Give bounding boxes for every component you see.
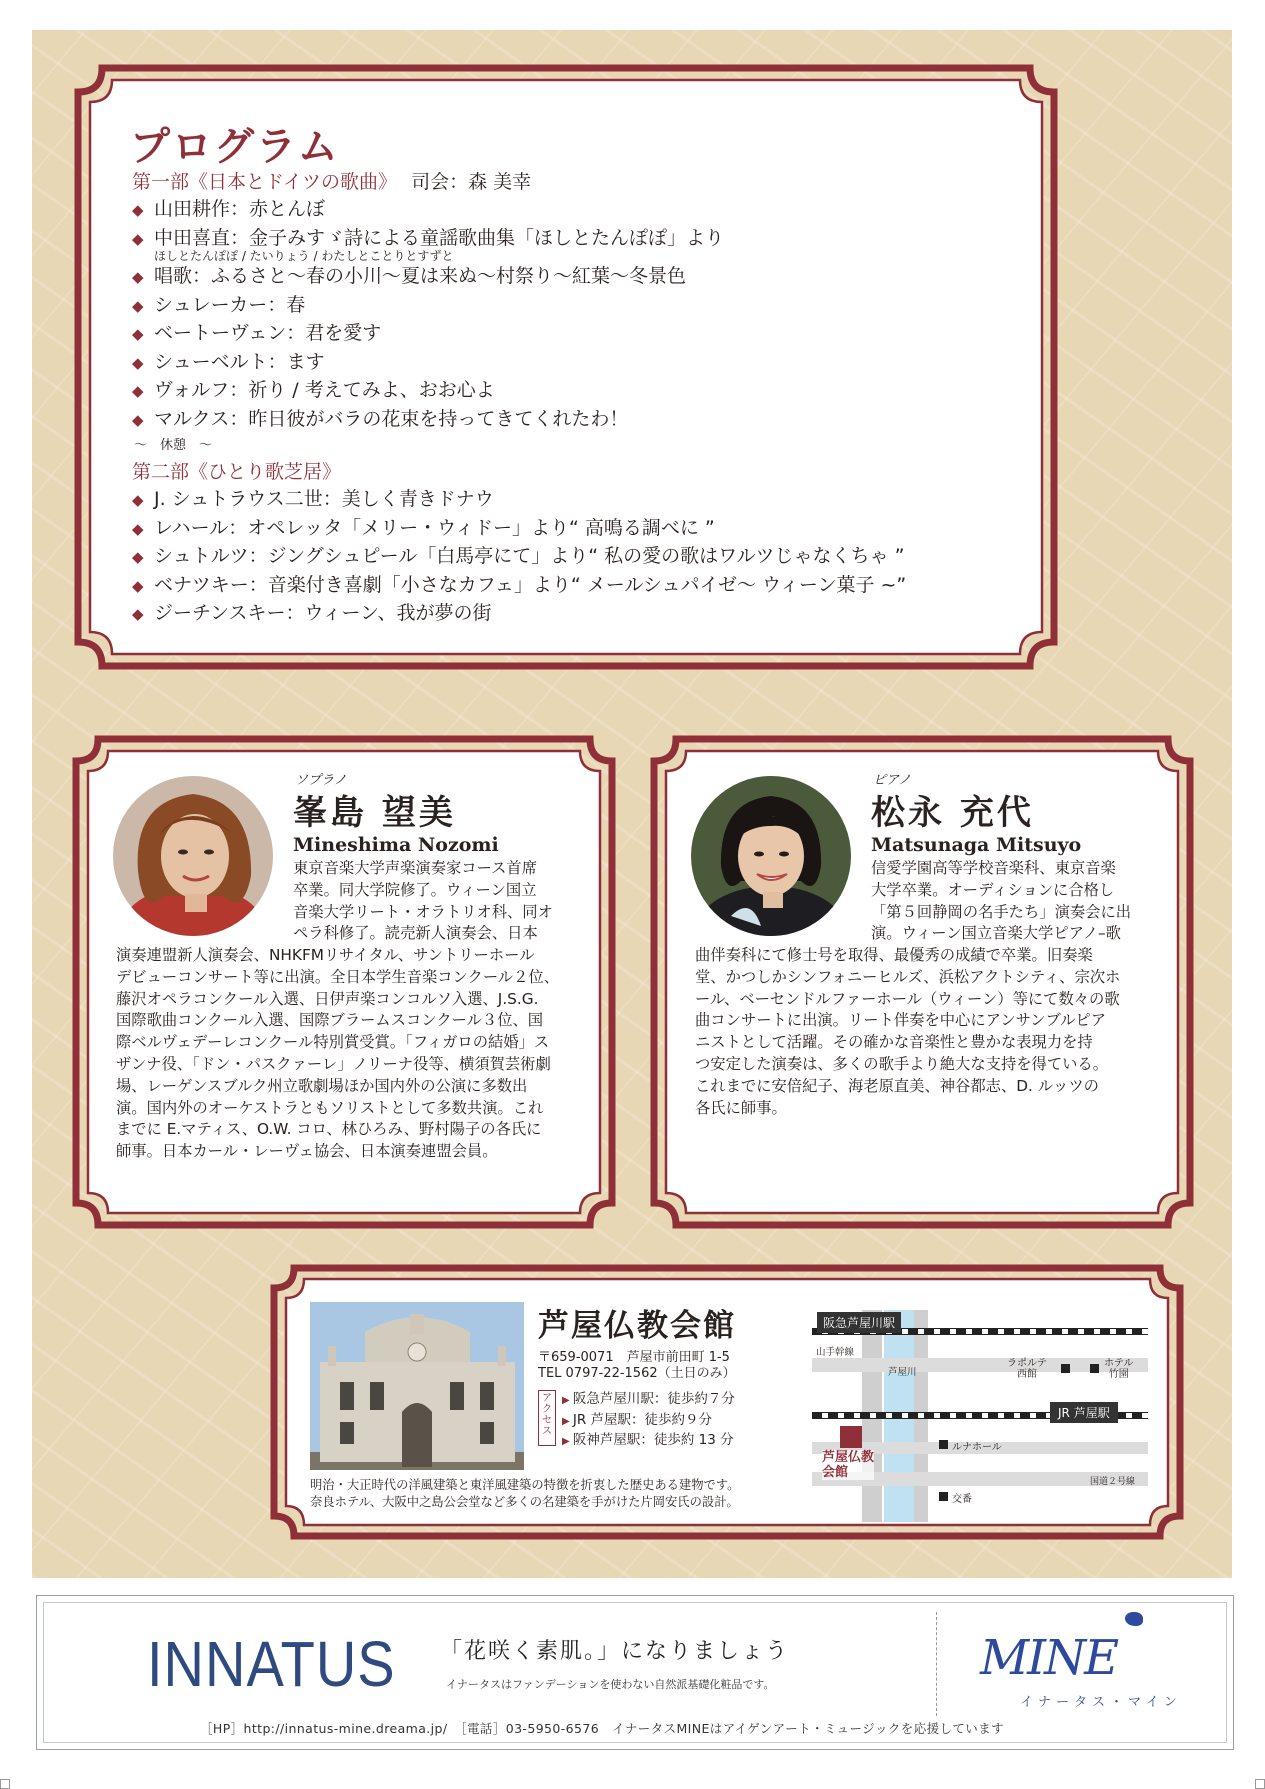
part1-heading: 第一部《日本とドイツの歌曲》 司会：森 美幸 <box>132 171 532 193</box>
mine-subtitle: イナータス・マイン <box>1020 1695 1182 1710</box>
program-list <box>132 168 1032 629</box>
piano-bio-rest: 曲伴奏科にて修士号を取得、最優秀の成績で卒業。旧奏楽 堂、かつしかシンフォニーヒルズ、浜松アクトシティ、宗次ホ ール、ベーセンドルファーホール（ウィーン）等にて数々の歌 曲コンサートに出演。リート伴奏を中心にアンサンブルピア ニストとして活躍。その確かな音楽性と豊かな表現力を持 つ安定した演奏は、多くの歌手より絶大な支持を得ている。 これまでに安倍紀子、海老原直美、神谷都志、D. ルッツの 各氏に師事。 <box>695 946 1121 1117</box>
access-item: ▶ 阪急芦屋川駅：徒歩約７分 <box>562 1391 735 1407</box>
map-square-icon <box>1090 1364 1099 1373</box>
diamond-icon: ◆ <box>132 576 144 595</box>
bird-icon <box>1125 1612 1143 1626</box>
intermission: ～ 休憩 ～ <box>134 438 213 453</box>
map-label: 交番 <box>952 1494 972 1505</box>
list-item: ◆ ジーチンスキー：ウィーン、我が夢の街 <box>132 600 1032 629</box>
list-item: ◆ 山田耕作：赤とんぼ <box>132 196 1032 225</box>
diamond-icon: ◆ <box>132 410 144 429</box>
list-item: ◆ ヴォルフ：祈り / 考えてみよ、おお心よ <box>132 377 1032 406</box>
diamond-icon: ◆ <box>132 605 144 623</box>
list-item: ◆ 唱歌：ふるさと～春の小川～夏は来ぬ～村祭り～紅葉～冬景色 <box>132 263 1032 292</box>
crop-mark <box>1255 1779 1265 1789</box>
diamond-icon: ◆ <box>132 491 144 509</box>
diamond-icon: ◆ <box>132 353 144 372</box>
mc-text: 司会：森 美幸 <box>411 171 532 193</box>
map-square-icon <box>1061 1364 1070 1373</box>
map-label: 芦屋川 <box>888 1367 917 1378</box>
map-label: 山手幹線 <box>816 1347 855 1358</box>
map-label: ルナホール <box>952 1442 1002 1453</box>
piano-photo <box>691 776 851 936</box>
ad-subtext: イナータスはファンデーションを使わない自然派基礎化粧品です。 <box>446 1678 775 1691</box>
map-label: ホテル 竹園 <box>1104 1358 1134 1380</box>
mine-logo: MINE <box>980 1630 1118 1686</box>
diamond-icon: ◆ <box>132 548 144 566</box>
ad-catchphrase: 「花咲く素肌。」になりましょう <box>440 1639 790 1664</box>
diamond-icon: ◆ <box>132 268 144 286</box>
diamond-icon: ◆ <box>132 229 144 248</box>
list-item: ◆ シュトルツ：ジングシュピール「白馬亭にて」より“ 私の愛の歌はワルツじゃなくちゃ ” <box>132 543 1032 572</box>
piano-name-jp: 松永 充代 <box>871 793 1034 833</box>
soprano-bio-top: 東京音楽大学声楽演奏家コース首席 卒業。同大学院修了。ウィーン国立 音楽大学リート・オラトリオ科、同オ ペラ科修了。読売新人演奏会、日本 <box>293 859 553 943</box>
diamond-icon: ◆ <box>132 325 144 343</box>
map-venue-marker <box>840 1426 862 1448</box>
soprano-role: ソプラノ <box>295 773 347 788</box>
map-label: ラポルテ 西館 <box>1007 1358 1047 1380</box>
ad-footer: ［HP］http://innatus-mine.dreama.jp/ ［電話］03-5950-6576 イナータスMINEはアイゲンアート・ミュージックを応援しています <box>200 1721 1004 1736</box>
map-label-jr: JR 芦屋駅 <box>1050 1402 1118 1423</box>
diamond-icon: ◆ <box>132 201 144 219</box>
part2-heading: 第二部《ひとり歌芝居》 <box>132 461 342 483</box>
map-square-icon <box>939 1492 948 1501</box>
map-venue-label: 芦屋仏教 会館 <box>822 1450 875 1480</box>
list-item: ◆ シューベルト：ます <box>132 349 1032 378</box>
map-label: 国道２号線 <box>1090 1477 1136 1487</box>
diamond-icon: ◆ <box>132 296 144 315</box>
innatus-logo: INNATUS <box>147 1627 396 1700</box>
list-item: ◆ 中田喜直：金子みすゞ詩による童謡歌曲集「ほしとたんぽぽ」より <box>132 225 1032 254</box>
soprano-photo <box>113 776 273 936</box>
piano-bio-top: 信愛学園高等学校音楽科、東京音楽 大学卒業。オーディションに合格し 「第５回静岡の名手たち」演奏会に出 演。ウィーン国立音楽大学ピアノ–歌 <box>871 859 1132 943</box>
access-item: ▶ 阪神芦屋駅：徒歩約 13 分 <box>562 1432 734 1448</box>
list-item: ◆ J. シュトラウス二世：美しく青きドナウ <box>132 486 1032 515</box>
list-item: ◆ ベナツキー：音楽付き喜劇「小さなカフェ」より“ メールシュパイゼ～ ウィーン菓子 ~” <box>132 572 1032 601</box>
venue-name: 芦屋仏教会館 <box>538 1308 736 1344</box>
diamond-icon: ◆ <box>132 382 144 400</box>
venue-note: 明治・大正時代の洋風建築と東洋風建築の特徴を折衷した歴史ある建物です。 奈良ホテル、大阪中之島公会堂など多くの名建築を手がけた片岡安氏の設計。 <box>310 1478 740 1509</box>
venue-address: 〒659-0071 芦屋市前田町 1-5 TEL 0797-22-1562（土日のみ） <box>538 1350 736 1381</box>
ad-divider <box>936 1612 937 1716</box>
soprano-bio-rest: 演奏連盟新人演奏会、NHKFMリサイタル、サントリーホール デビューコンサート等に出演。全日本学生音楽コンクール２位、 藤沢オペラコンクール入選、日伊声楽コンコルソ入選、J.S.G. 国際歌曲コンクール入選、国際ブラームスコンクール３位、国 際ベルヴェデーレコンクール特別賞受賞。「フィガロの結婚」ス ザンナ役、「ドン・パスクァーレ」ノリーナ役等、横須賀芸術劇 場、レーゲンスブルク州立歌劇場ほか国内外の公演に多数出 演。国内外のオーケストラともソリストとして多数共演。これ までに E.マティス、O.W. コロ、林ひろみ、野村陽子の各氏に 師事。日本カール・レーヴェ協会、日本演奏連盟会員。 <box>116 946 559 1161</box>
map-label-hankyu: 阪急芦屋川駅 <box>817 1312 901 1333</box>
access-map <box>812 1300 1148 1522</box>
venue-photo <box>310 1302 524 1470</box>
diamond-icon: ◆ <box>132 519 144 538</box>
list-item: ◆ ベートーヴェン：君を愛す <box>132 320 1032 349</box>
list-item-sub: ほしとたんぽぽ / たいりょう / わたしとことりとすずと <box>154 249 454 263</box>
venue-access <box>562 1390 735 1452</box>
list-item: ◆ レハール：オペレッタ「メリー・ウィドー」より“ 高鳴る調べに ” <box>132 515 1032 544</box>
crop-mark <box>0 1779 10 1789</box>
soprano-name-jp: 峯島 望美 <box>293 793 456 833</box>
program-title: プログラム <box>130 123 340 170</box>
soprano-name-en: Mineshima Nozomi <box>293 834 499 856</box>
list-item: ◆ マルクス：昨日彼がバラの花束を持ってきてくれたわ！ <box>132 406 1032 435</box>
access-label: アクセス <box>538 1390 556 1446</box>
map-square-icon <box>939 1440 948 1449</box>
access-item: ▶ JR 芦屋駅：徒歩約９分 <box>562 1411 713 1428</box>
list-item: ◆ シュレーカー：春 <box>132 292 1032 321</box>
piano-role: ピアノ <box>873 773 911 788</box>
piano-name-en: Matsunaga Mitsuyo <box>871 834 1082 856</box>
